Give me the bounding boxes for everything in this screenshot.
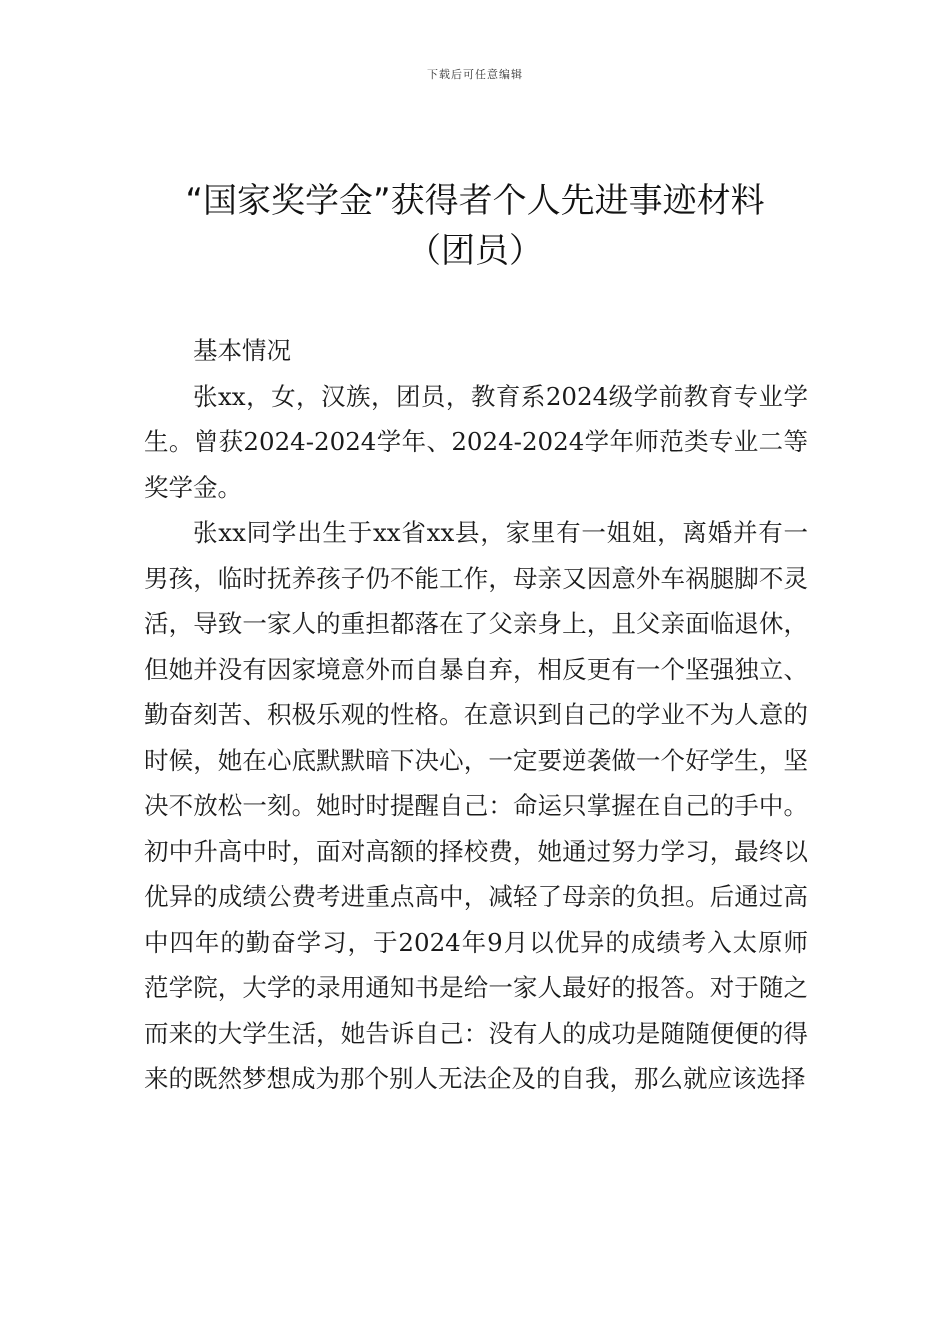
paragraph-background: 张xx同学出生于xx省xx县，家里有一姐姐，离婚并有一男孩，临时抚养孩子仍不能工作，母亲又因意外车祸腿脚不灵活，导致一家人的重担都落在了父亲身上，且父亲面临退休，但她并没有因家境意外而自暴自弃，相反更有一个坚强独立、勤奋刻苦、积极乐观的性格。在意识到自己的学业不为人意的时候，她在心底默默暗下决心，一定要逆袭做一个好学生，坚决不放松一刻。她时时提醒自己：命运只掌握在自己的手中。初中升高中时，面对高额的择校费，她通过努力学习，最终以优异的成绩公费考进重点高中，减轻了母亲的负担。后通过高中四年的勤奋学习，于2024年9月以优异的成绩考入太原师范学院，大学的录用通知书是给一家人最好的报答。对于随之而来的大学生活，她告诉自己：没有人的成功是随随便便的得来的既然梦想成为那个别人无法企及的自我，那么就应该选择 <box>144 518 808 1093</box>
title-line-2: （团员） <box>407 231 543 271</box>
section-heading: 基本情况 <box>193 336 291 365</box>
title-line-1: “国家奖学金”获得者个人先进事迹材料 <box>185 181 765 221</box>
document-title <box>100 176 850 276</box>
paragraph-basic-info: 张xx，女，汉族，团员，教育系2024级学前教育专业学生。曾获2024-2024学年、2024-2024学年师范类专业二等奖学金。 <box>144 381 808 502</box>
document-body <box>144 328 808 1102</box>
header-note: 下载后可任意编辑 <box>427 68 523 81</box>
